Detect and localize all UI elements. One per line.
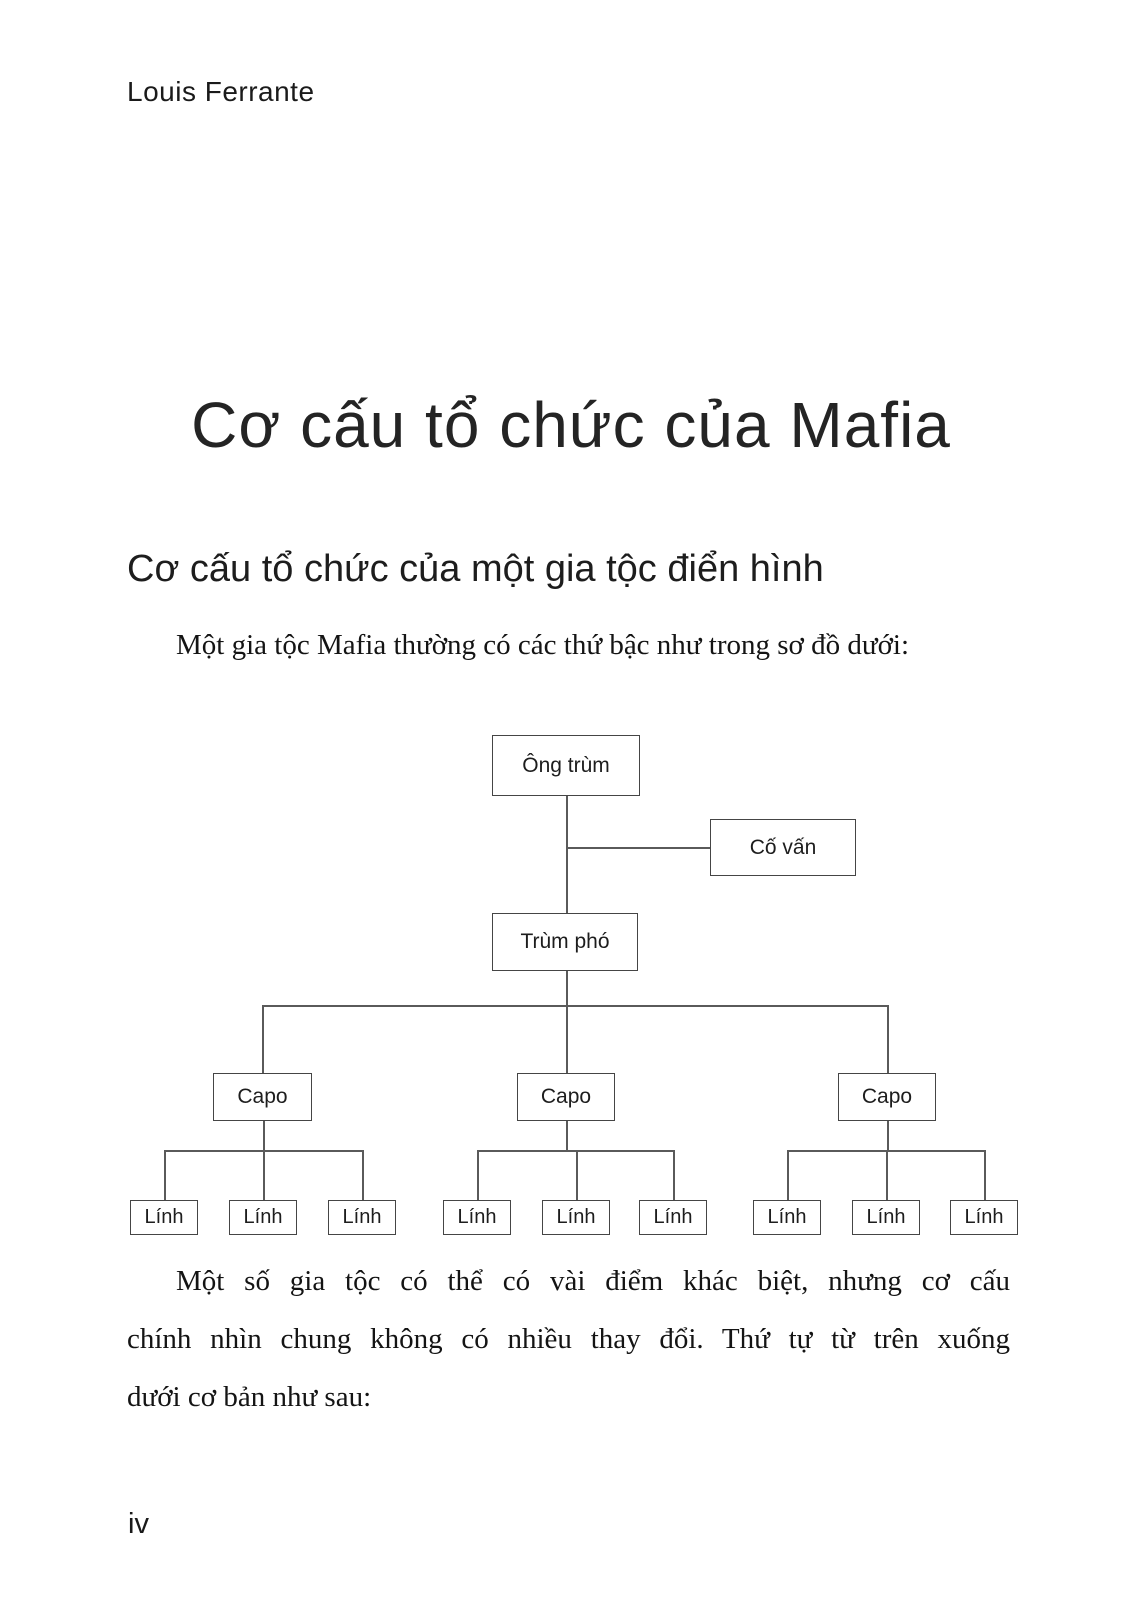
org-box-soldier-9: Lính: [950, 1200, 1018, 1235]
connector-soldier-drop: [263, 1150, 265, 1200]
org-box-underboss: Trùm phó: [492, 913, 638, 971]
page-number: iv: [128, 1508, 149, 1540]
org-box-capo-1: Capo: [213, 1073, 312, 1121]
connector-capo1-down: [263, 1121, 265, 1151]
org-box-soldier-4: Lính: [443, 1200, 511, 1235]
connector-soldier-drop: [984, 1150, 986, 1200]
connector-underboss-down: [566, 971, 568, 1006]
connector-capo2-down: [566, 1121, 568, 1151]
running-header-author: Louis Ferrante: [127, 76, 315, 107]
org-box-boss: Ông trùm: [492, 735, 640, 796]
org-box-soldier-2: Lính: [229, 1200, 297, 1235]
org-box-soldier-6: Lính: [639, 1200, 707, 1235]
connector-soldier-drop: [477, 1150, 479, 1200]
org-box-consigliere: Cố vấn: [710, 819, 856, 876]
org-box-capo-2: Capo: [517, 1073, 615, 1121]
closing-line-1: Một số gia tộc có thể có vài điểm khác biệt, nhưng cơ cấu: [176, 1265, 1010, 1297]
connector-soldier-drop: [787, 1150, 789, 1200]
org-box-soldier-7: Lính: [753, 1200, 821, 1235]
connector-capo3-drop: [887, 1005, 889, 1073]
connector-soldier-drop: [164, 1150, 166, 1200]
closing-line-2: chính nhìn chung không có nhiều thay đổi. Thứ tự từ trên xuống: [127, 1323, 1010, 1355]
connector-soldier-drop: [673, 1150, 675, 1200]
org-box-capo-3: Capo: [838, 1073, 936, 1121]
connector-capo2-drop: [566, 1005, 568, 1073]
connector-boss-underboss: [566, 796, 568, 913]
intro-paragraph: Một gia tộc Mafia thường có các thứ bậc như trong sơ đồ dưới:: [176, 629, 910, 661]
connector-soldier-drop: [886, 1150, 888, 1200]
connector-soldier-drop: [362, 1150, 364, 1200]
org-box-soldier-1: Lính: [130, 1200, 198, 1235]
chapter-title: Cơ cấu tổ chức của Mafia: [191, 389, 951, 461]
org-box-soldier-3: Lính: [328, 1200, 396, 1235]
org-box-soldier-5: Lính: [542, 1200, 610, 1235]
connector-consigliere: [566, 847, 710, 849]
closing-paragraph: [127, 1252, 1010, 1426]
closing-line-3: dưới cơ bản như sau:: [127, 1381, 372, 1413]
connector-capo-row: [262, 1005, 888, 1007]
section-heading: Cơ cấu tổ chức của một gia tộc điển hình: [127, 548, 824, 590]
org-box-soldier-8: Lính: [852, 1200, 920, 1235]
connector-capo1-drop: [262, 1005, 264, 1073]
connector-soldier-drop: [576, 1150, 578, 1200]
connector-capo3-down: [887, 1121, 889, 1151]
